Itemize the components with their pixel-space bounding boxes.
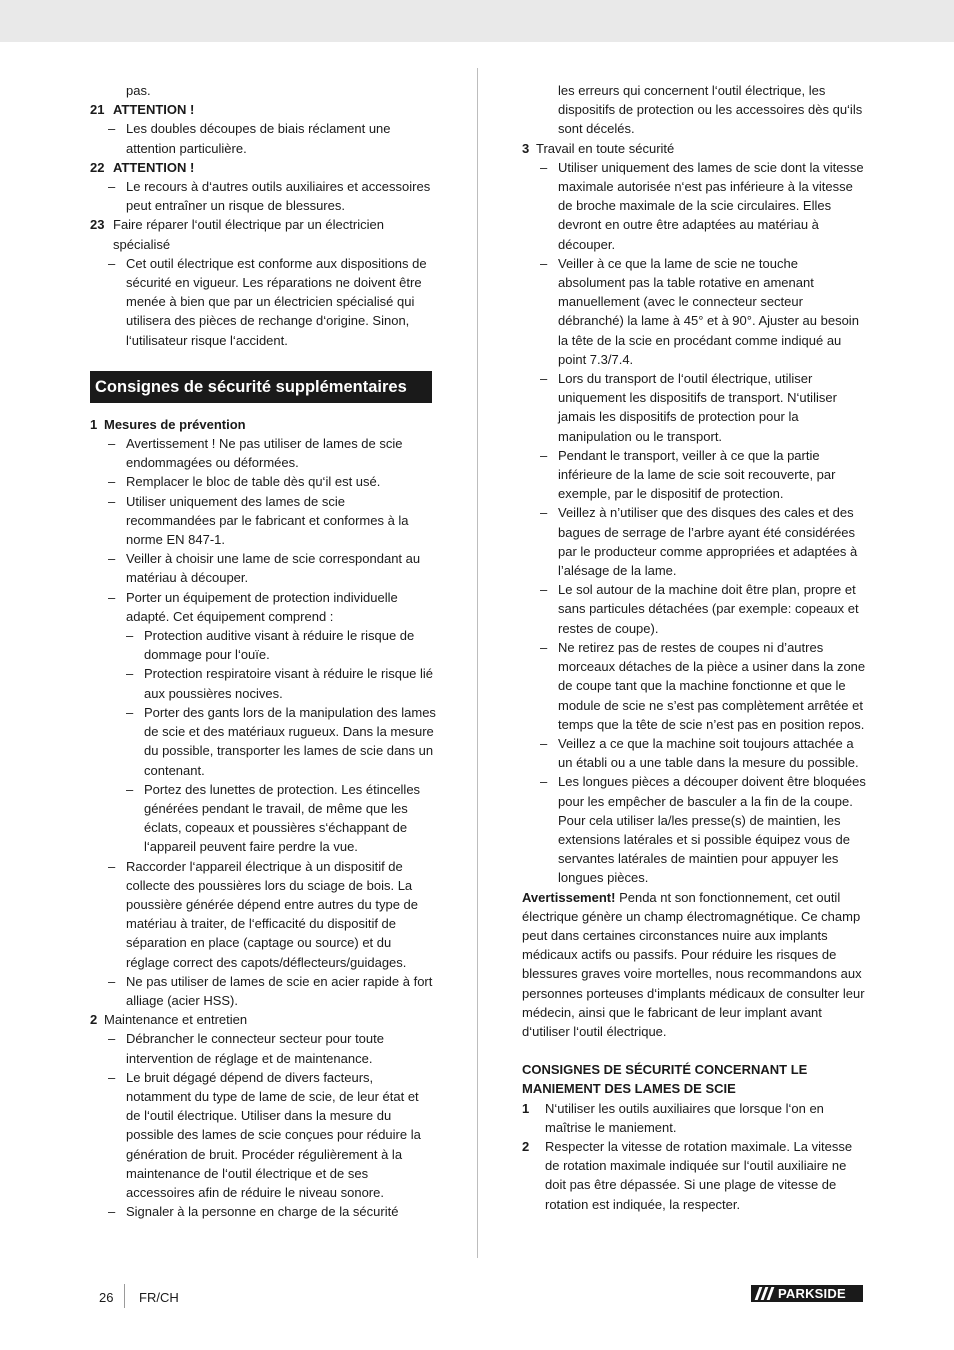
list-item: – Les longues pièces a découper doivent être bloquées pour les empêcher de basculer a la fin de la coupe. Pour cela utiliser la/les presse(s) de maintien, les extensions latérales et si possible équipez vous de servantes latérales de maintien pour appuyer les longues pièces. [540,774,866,886]
region-code: FR/CH [139,1290,179,1305]
item-21: 21 ATTENTION ! [90,102,195,118]
left-column [90,81,436,1221]
sub-list-item: – Protection auditive visant à réduire le risque de dommage pour l‘ouïe. [126,628,415,663]
sub-list-item: – Porter des gants lors de la manipulation des lames de scie et des matériaux rugueux. Dans la mesure du possible, transporter les lames de scie dans un contenant. [126,704,436,778]
list-item: – Veiller à ce que la lame de scie ne touche absolument pas la table rotative en amenant manuellement (avec le connecteur secteur débranché) la lame à 45° et à 90°. Ajuster au besoin la tête de la scie en procédant comme indiqué au point 7.3/7.4. [540,255,859,367]
list-item: – Porter un équipement de protection individuelle adapté. Cet équipement comprend : [108,589,398,624]
sub-list-item: – Portez des lunettes de protection. Les étincelles générées pendant le travail, de même que les éclats, copeaux et poussières s‘échappant de l‘appareil peuvent faire perdre la vue. [126,781,421,855]
list-item: – Ne pas utiliser de lames de scie en acier rapide à fort alliage (acier HSS). [108,973,433,1008]
subsection-1-heading: 1 Mesures de prévention [90,416,246,432]
section-title: Consignes de sécurité supplémentaires [90,371,432,403]
list-item: – Remplacer le bloc de table dès qu‘il est usé. [108,474,381,490]
right-column [522,81,868,1214]
list-item: – Le bruit dégagé dépend de divers facteurs, notamment du type de lame de scie, de leur état et de l‘outil électrique. Utiliser dans la mesure du possible des lames de scie conçues pour réduire la génération de bruit. Procéder régulièrement à la maintenance de l‘outil électrique et de ses accessoires afin de réduire le niveau sonore. [108,1069,421,1200]
list-item: – Pendant le transport, veiller à ce que la partie inférieure de la lame de scie soit recouverte, par exemple, par le dispositif de protection. [540,447,836,502]
warning-label: Avertissement! [522,889,616,905]
consigne-item-2: 2 Respecter la vitesse de rotation maximale. La vitesse de rotation maximale indiquée sur l‘outil auxiliaire ne doit pas être dépassée. Si une plage de vitesse de rotation est indiquée, la respecter. [522,1138,853,1212]
consignes-heading: CONSIGNES DE SÉCURITÉ CONCERNANT LE MANIEMENT DES LAMES DE SCIE [522,1062,808,1097]
continued-text: pas. [126,83,151,98]
item-23-bullet: – Cet outil électrique est conforme aux dispositions de sécurité en vigueur. Les réparations ne doivent être menée à bien que par un électricien spécialisé qui utilisera des pièces de rechange d‘origine. Sinon, l‘utilisateur risque l‘accident. [108,255,427,348]
brand-logo [751,1285,863,1302]
warning-paragraph [522,888,868,1042]
list-item: – Lors du transport de l‘outil électrique, utiliser uniquement les dispositifs de transport. N‘utiliser jamais les dispositifs de protection pour la manipulation ou le transport. [540,371,837,444]
item-21-bullet: – Les doubles découpes de biais réclament une attention particulière. [108,121,391,156]
list-item: – Veillez a ce que la machine soit toujours attachée a un établi ou a une table dans la mesure du possible. [540,735,859,771]
item-23: 23 Faire réparer l‘outil électrique par un électricien spécialisé [90,217,384,252]
list-item: – Le sol autour de la machine doit être plan, propre et sans particules détachées (par exemple: copeaux et restes de coupe). [540,582,859,636]
item-22-bullet: – Le recours à d‘autres outils auxiliaires et accessoires peut entraîner un risque de blessures. [108,179,431,214]
list-item: – Débrancher le connecteur secteur pour toute intervention de réglage et de maintenance. [108,1031,384,1066]
list-item: – Veillez à n’utiliser que des disques des cales et des bagues de serrage de l’arbre ayant été considérées par le producteur comme appropriées et adaptées à l’alésage de la lame. [540,505,858,579]
sub-list-item: – Protection respiratoire visant à réduire le risque lié aux poussières nocives. [126,666,434,701]
consigne-item-1: 1 N‘utiliser les outils auxiliaires que lorsque l‘on en maîtrise le maniement. [522,1100,824,1135]
list-item: – Utiliser uniquement des lames de scie dont la vitesse maximale autorisée n‘est pas inférieure à la vitesse de broche maximale de la scie circulaires. Elles devront en outre être adaptées au matériau à découper. [540,159,864,252]
continued-text: les erreurs qui concernent l‘outil électrique, les dispositifs de protection ou les accessoires dès qu‘ils sont décelés. [558,83,863,137]
item-22: 22 ATTENTION ! [90,159,195,175]
warning-text: Penda nt son fonctionnement, cet outil électrique génère un champ électromagnétique. Ce champ peut dans certaines circonstances nuire aux implants médicaux actifs ou passifs. Pour réduire les risques de blessures graves voire mortelles, nous recommandons aux personnes porteuses d‘implants médicaux de consulter leur médecin, ainsi que le fabricant de leur implant avant d‘utiliser l‘outil électrique. [522,889,865,1039]
brand-name: PARKSIDE [778,1286,846,1301]
subsection-2-heading: 2 Maintenance et entretien [90,1012,248,1028]
logo-stripes-icon [754,1285,776,1302]
footer-divider [124,1284,125,1308]
header-bar [0,0,954,42]
list-item: – Raccorder l‘appareil électrique à un dispositif de collecte des poussières lors du sciage de bois. La poussière générée dépend entre autres du type de matériau à traiter, de l‘efficacité du dispositif de séparation en place (captage ou source) et du réglage correct des capots/déflecteurs/guidages. [108,858,418,970]
column-divider [477,68,478,1258]
subsection-3-heading: 3 Travail en toute sécurité [522,140,675,156]
list-item: – Ne retirez pas de restes de coupes ni d’autres morceaux détaches de la pièce a usiner dans la zone de coupe tant que la machine fonctionne et que le module de scie ne s’est pas complètement arrêtée et temps que la tête de scie n’est pas en position repos. [540,639,866,732]
list-item: – Signaler à la personne en charge de la sécurité [108,1204,399,1220]
page-number: 26 [99,1290,114,1305]
list-item: – Avertissement ! Ne pas utiliser de lames de scie endommagées ou déformées. [108,436,403,471]
page-footer [0,1284,954,1314]
list-item: – Utiliser uniquement des lames de scie recommandées par le fabricant et conformes à la norme EN 847-1. [108,493,409,548]
list-item: – Veiller à choisir une lame de scie correspondant au matériau à découper. [108,551,421,586]
